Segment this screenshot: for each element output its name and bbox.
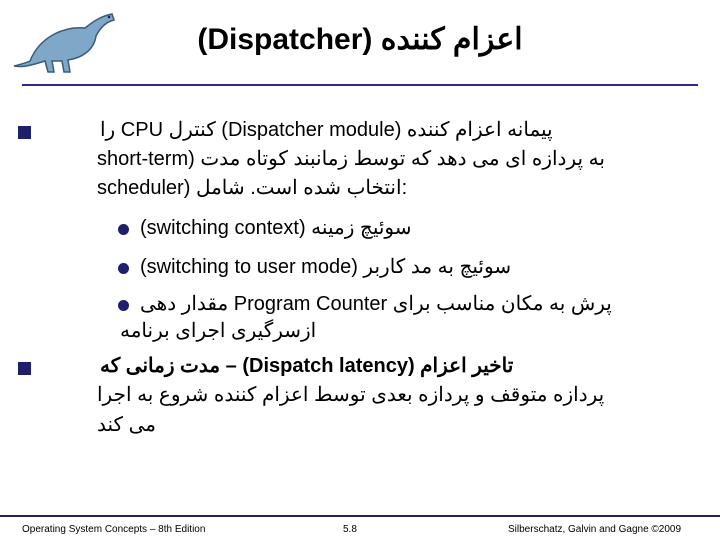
subitem-dot-2 xyxy=(118,263,129,274)
bullet-1-line-1: پیمانه اعزام کننده (Dispatcher module) کنترل CPU را xyxy=(100,119,553,141)
dinosaur-logo-icon xyxy=(10,6,120,76)
title-rule xyxy=(22,84,698,86)
bullet-square-2 xyxy=(18,362,31,375)
bullet-square-1 xyxy=(18,126,31,139)
bullet-1-line-2: به پردازه ای می دهد که توسط زمانبند کوتاه مدت (short-term xyxy=(97,148,605,170)
slide-title: اعزام کننده (Dispatcher) xyxy=(197,23,523,56)
subitem-2-text: سوئیچ به مد کاربر (switching to user mode) xyxy=(140,256,512,278)
bullet-2-line-3: می کند xyxy=(97,414,156,436)
footer-right: Silberschatz, Galvin and Gagne ©2009 xyxy=(508,524,682,535)
subitem-dot-3 xyxy=(118,300,129,311)
footer-rule xyxy=(0,515,720,517)
subitem-dot-1 xyxy=(118,224,129,235)
bullet-2-line-1: تاخیر اعزام (Dispatch latency) – مدت زمانی که xyxy=(100,355,514,377)
footer-left: Operating System Concepts – 8th Edition xyxy=(22,524,206,535)
subitem-3-line-1: پرش به مکان مناسب برای Program Counter مقدار دهی xyxy=(140,293,612,315)
footer-page-number: 5.8 xyxy=(343,524,357,535)
bullet-2-line-2: پردازه متوقف و پردازه بعدی توسط اعزام کننده شروع به اجرا xyxy=(97,384,605,406)
subitem-1-text: سوئیچ زمینه (switching context) xyxy=(140,217,412,239)
subitem-3-line-2: ازسرگیری اجرای برنامه xyxy=(120,320,317,342)
bullet-1-line-3: scheduler) انتخاب شده است. شامل: xyxy=(97,177,408,199)
